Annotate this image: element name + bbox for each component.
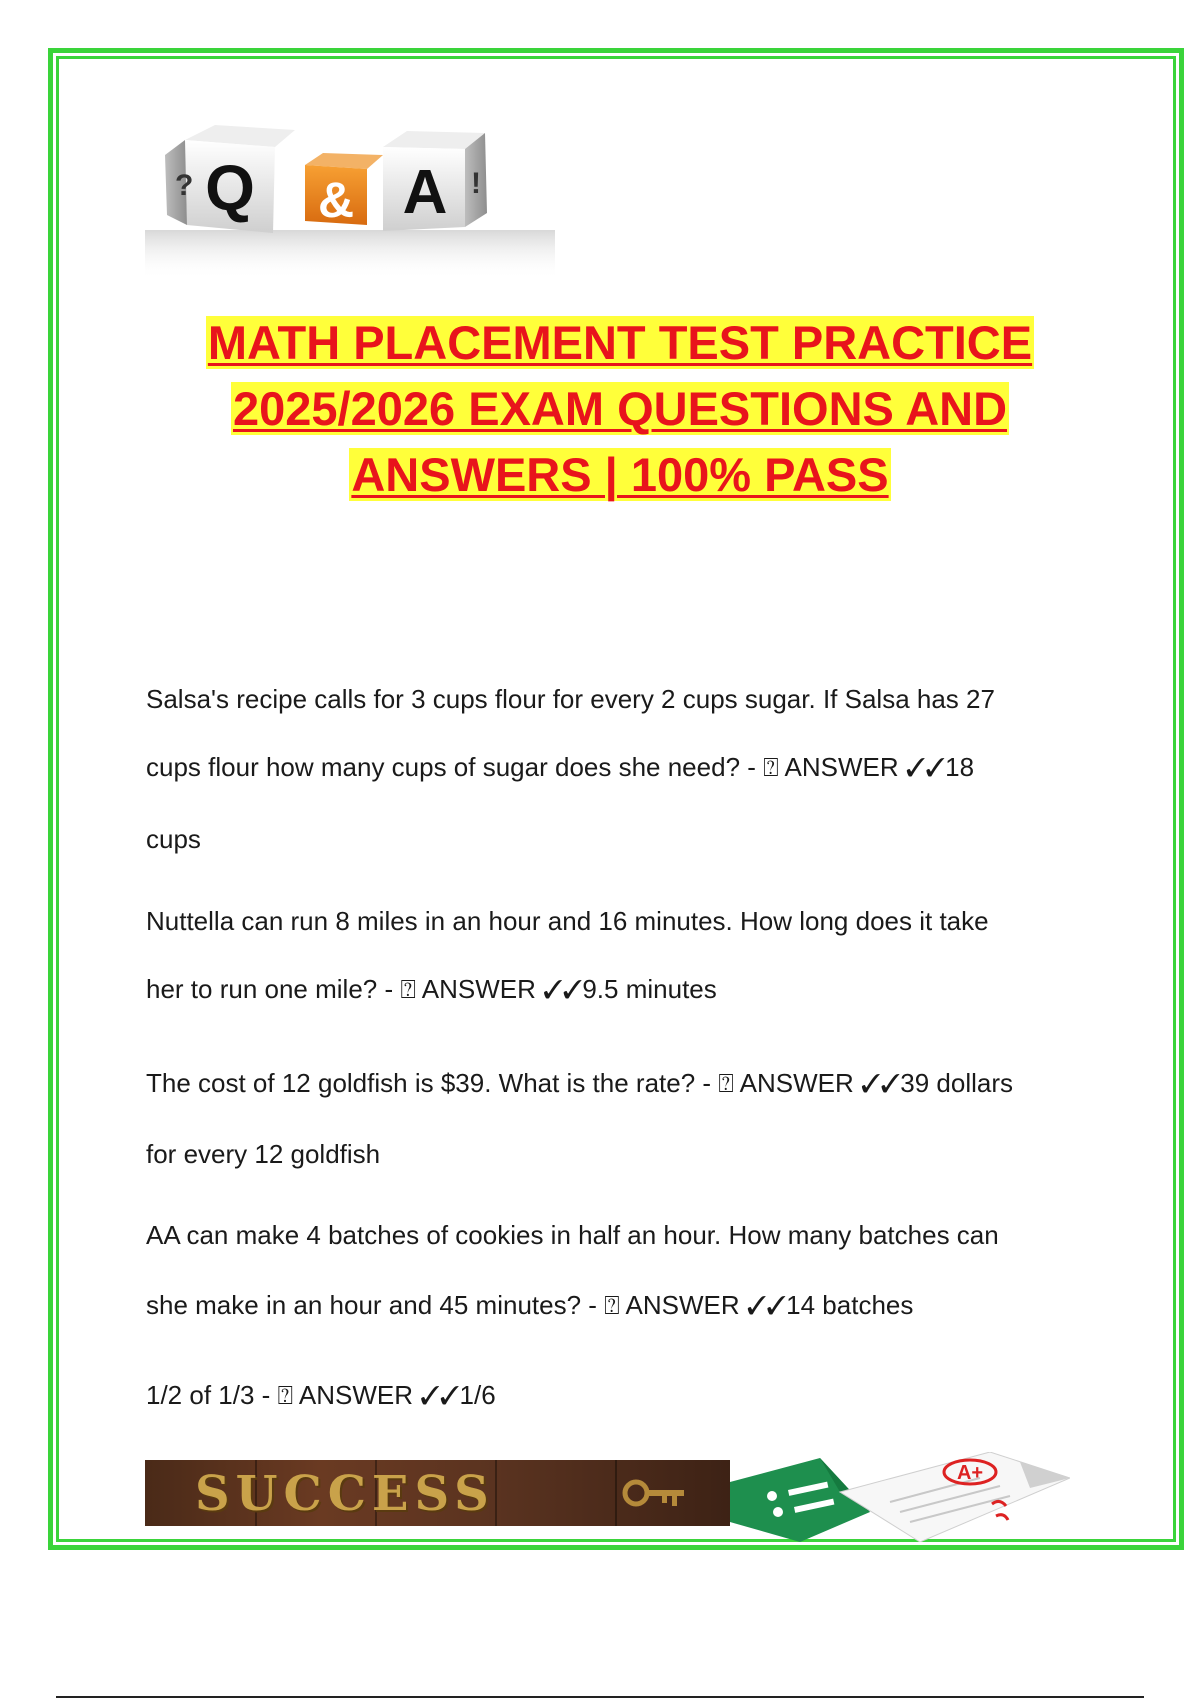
graded-paper-icon <box>730 1452 1070 1542</box>
document-title <box>100 310 1140 508</box>
svg-text:?: ? <box>175 169 194 202</box>
qa-line: her to run one mile? - ⍰ ANSWER ✓✓9.5 minutes <box>146 974 717 1004</box>
qa-line: The cost of 12 goldfish is $39. What is the rate? - ⍰ ANSWER ✓✓39 dollars <box>146 1068 1014 1098</box>
title-line-2: 2025/2026 EXAM QUESTIONS AND <box>232 382 1008 435</box>
footer-rule <box>56 1696 1144 1698</box>
success-banner-text: SUCCESS <box>195 1466 495 1522</box>
logo-letter-q: Q <box>205 152 255 224</box>
grade-text: A+ <box>956 1462 984 1484</box>
qa-line: cups flour how many cups of sugar does she need? - ⍰ ANSWER ✓✓18 <box>146 752 975 782</box>
qa-line: for every 12 goldfish <box>146 1139 381 1169</box>
success-banner <box>145 1460 730 1526</box>
svg-text:!: ! <box>471 167 481 200</box>
title-line-3: ANSWERS | 100% PASS <box>351 448 889 501</box>
key-icon <box>620 1468 690 1518</box>
logo-letter-a: A <box>402 158 448 227</box>
qa-dice-logo <box>145 95 555 280</box>
qa-line: Nuttella can run 8 miles in an hour and 16 minutes. How long does it take <box>146 906 989 936</box>
qa-line: she make in an hour and 45 minutes? - ⍰ ANSWER ✓✓14 batches <box>146 1290 914 1320</box>
title-line-1: MATH PLACEMENT TEST PRACTICE <box>207 316 1033 369</box>
logo-letter-amp: & <box>317 172 355 228</box>
qa-line: Salsa's recipe calls for 3 cups flour for every 2 cups sugar. If Salsa has 27 <box>146 684 995 714</box>
qa-line: cups <box>146 824 201 854</box>
qa-line: AA can make 4 batches of cookies in half an hour. How many batches can <box>146 1220 999 1250</box>
qa-line: 1/2 of 1/3 - ⍰ ANSWER ✓✓1/6 <box>146 1380 496 1410</box>
